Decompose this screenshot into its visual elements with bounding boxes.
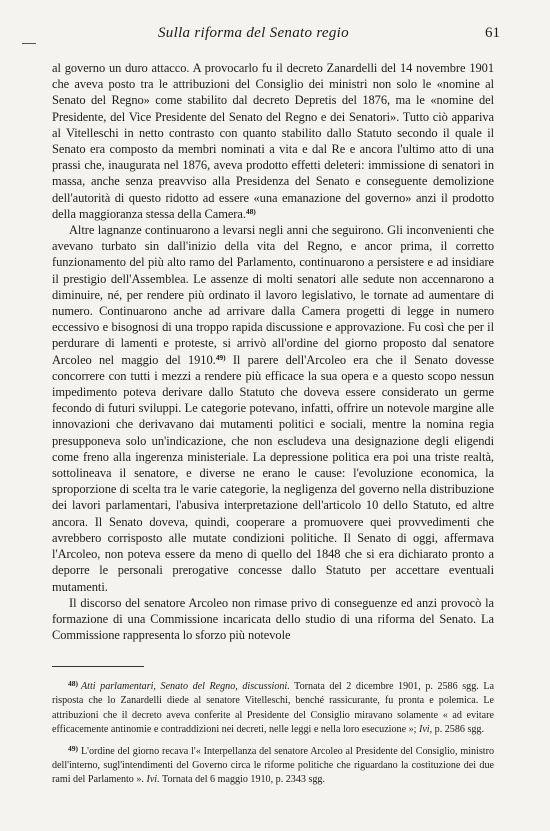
paragraph-2 xyxy=(52,222,494,595)
footnote-48 xyxy=(52,680,494,738)
footnote-number: 49) xyxy=(68,743,78,753)
footnote-49 xyxy=(52,745,494,788)
page-header xyxy=(60,25,500,47)
footnote-ref-49: 49) xyxy=(215,352,226,362)
footnote-separator xyxy=(52,666,144,667)
footnote-text-end: p. 2586 sgg. xyxy=(432,724,484,736)
paragraph-1-text: al governo un duro attacco. A provocarlo fu il decreto Zanardelli del 14 novembre 1901 che aveva posto tra le attribuzioni del Consiglio dei ministri non solo le «nomine al Senato del Regno» come stabilito dal decreto Depretis del 1876, ma le «nomine del Presidente, del Vice Presidente del Senato del Regno e dei Senatori». Tutto ciò appariva al Vitelleschi in netto contrasto con quanto stabilito dallo Statuto secondo il quale il Senato era composto da membri nominati a vita e dal Re e ancora l'ultimo atto di una prassi che, inaugurata nel 1876, aveva prodotto effetti deleteri: immissione di senatori in massa, anche senza preavviso alla Presidenza del Senato e conseguente demolizione dell'autorità di questo ridotto ad essere «una emanazione del governo» anzi il prodotto della maggioranza stessa della Camera. xyxy=(52,61,494,221)
main-text xyxy=(52,60,494,643)
page-number: 61 xyxy=(485,25,500,41)
footnote-text-end: Tornata del 6 maggio 1910, p. 2343 sgg. xyxy=(159,774,325,786)
footnote-ref-48: 48) xyxy=(245,206,256,216)
footnote-ivi: Ivi, xyxy=(418,724,433,736)
paragraph-2-text-b: Il parere dell'Arcoleo era che il Senato dovesse concorrere con tutti i mezzi a rendere più efficace la sua opera e a questo scopo nessun impedimento poteva derivare dallo Statuto che doveva essere considerato un germe fecondo di futuri sviluppi. Le categorie potevano, infatti, offrire un notevole margine alle innovazioni che derivavano dai mutamenti politici e sociali, mentre la nomina regia presupponeva solo un'indicazione, che non escludeva una designazione degli eligendi come freno alla ingerenza ministeriale. La depressione politica era poi una triste realtà, sottolineava il senatore, e diverse ne erano le cause: l'evoluzione economica, la sproporzione di scelta tra le varie categorie, la negligenza del governo nella distribuzione dei lavori parlamentari, l'abusiva interpretazione dell'articolo 10 dello Statuto, ed altre ancora. Il Senato doveva, quindi, cooperare a promuovere quei provvedimenti che avrebbero corrisposto alle mutate condizioni politiche. Il Senato di oggi, affermava l'Arcoleo, non poteva essere da meno di quello del 1848 che si era dichiarato pronto a deporre le personali prerogative concesse dallo Statuto per accettare eventuali mutamenti. xyxy=(52,352,494,594)
footnotes xyxy=(52,680,494,795)
footnote-text: L'ordine del giorno recava l'« Interpellanza del senatore Arcoleo al Presidente del Consiglio, ministro dell'interno, sugl'intendimenti del Governo circa le riforme politiche che riguardano la costituzione dei due rami del Parlamento ». xyxy=(52,745,494,786)
footnote-source: Atti parlamentari, Senato del Regno, discussioni. xyxy=(81,681,290,692)
paragraph-3: Il discorso del senatore Arcoleo non rimase privo di conseguenze ed anzi provocò la formazione di una Commissione incaricata dello studio di una riforma del Senato. La Commissione rappresenta lo sforzo più notevole xyxy=(52,595,494,643)
running-title: Sulla riforma del Senato regio xyxy=(158,25,349,41)
footnote-number: 48) xyxy=(68,679,78,688)
footnote-text: Tornata del 2 dicembre 1901, p. 2586 sgg. La risposta che lo Zanardelli diede al senatore Vitelleschi, benché rassicurante, fu pronta e polemica. Le attribuzioni che il decreto aveva conferite al Presidente del Consiglio miravano solamente « ad evitare efficacemente antinomie e contraddizioni nei decreti, nelle leggi e nella loro esecuzione »; xyxy=(52,681,494,736)
margin-mark xyxy=(22,43,36,44)
paragraph-1 xyxy=(52,60,494,222)
footnote-ivi: Ivi. xyxy=(146,774,160,786)
paragraph-2-text-a: Altre lagnanze continuarono a levarsi negli anni che seguirono. Gli inconvenienti che avevano turbato sin dall'inizio della vita del Regno, e ancor prima, il corretto funzionamento del più alto ramo del Parlamento, continuarono a persistere e ad insidiare il prestigio dell'Assemblea. Le assenze di molti senatori alle sedute non accennarono a diminuire, né, per rendere più ordinato il lavoro legislativo, le tornate ad aumentare di numero. Continuarono anche ad arrivare dalla Camera progetti di legge in numero eccessivo e bisognosi di una troppo rapida discussione e approvazione. Fu così che per il perdurare di lamenti e proteste, si arrivò all'ordine del giorno proposto dal senatore Arcoleo nel maggio del 1910. xyxy=(52,223,494,367)
